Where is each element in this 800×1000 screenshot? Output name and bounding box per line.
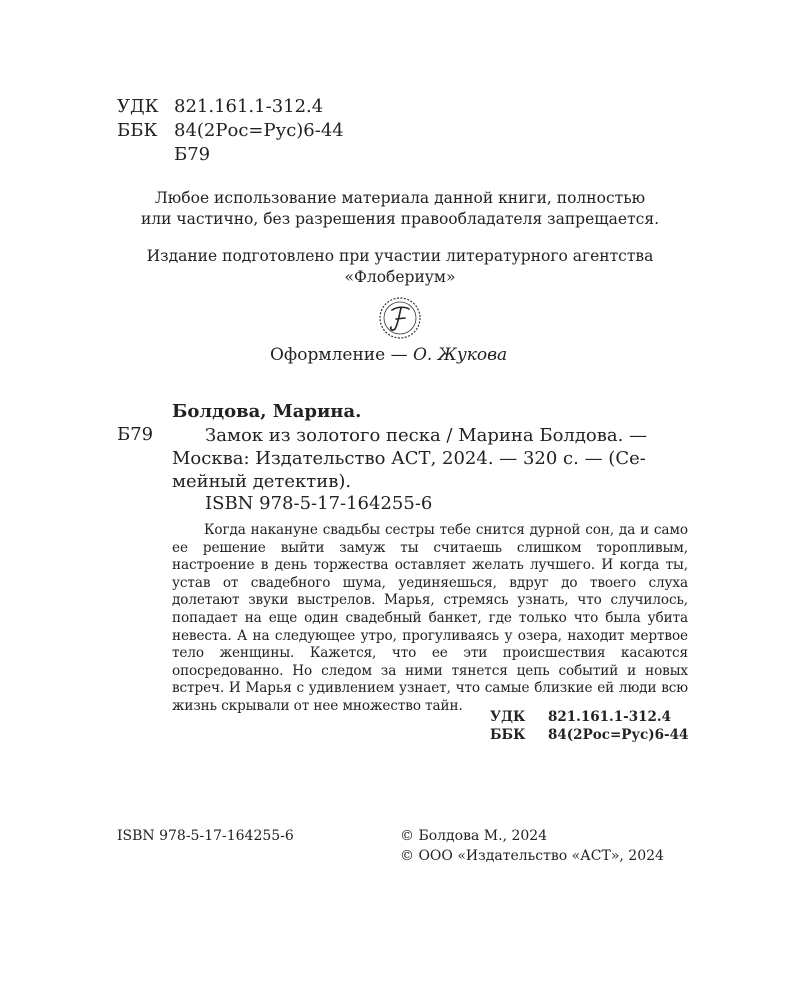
header-bbk	[117, 120, 344, 142]
bibliography-line1: Замок из золотого песка / Марина Болдова. —	[205, 425, 648, 446]
header-cipher: Б79	[174, 144, 211, 165]
agency-line1: Издание подготовлено при участии литературного агентства	[146, 247, 654, 265]
copyright-notice-line2: или частично, без разрешения правообладателя запрещается.	[140, 210, 660, 228]
classification-udk-value: 821.161.1-312.4	[548, 709, 672, 725]
footer-isbn: ISBN 978-5-17-164255-6	[117, 828, 294, 844]
copyright-notice-line1: Любое использование материала данной книги, полностью	[154, 189, 646, 207]
floberium-logo-icon	[378, 296, 422, 340]
classification-bbk	[490, 726, 688, 745]
design-credit	[270, 345, 507, 365]
author-heading: Болдова, Марина.	[172, 401, 362, 422]
bibliography-line3: мейный детектив).	[172, 471, 352, 492]
header-udk	[117, 96, 323, 118]
footer-copyright-publisher: © ООО «Издательство «АСТ», 2024	[400, 848, 664, 864]
classification-bbk-value: 84(2Рос=Рус)6-44	[548, 727, 689, 743]
classification-udk	[490, 708, 671, 727]
classification-udk-label: УДК	[490, 709, 526, 725]
bbk-value: 84(2Рос=Рус)6-44	[174, 120, 344, 141]
footer-copyright-author: © Болдова М., 2024	[400, 828, 548, 844]
bibliography-line2: Москва: Издательство АСТ, 2024. — 320 с. — (Се-	[172, 448, 646, 469]
designer-name: О. Жукова	[412, 345, 508, 365]
udk-value: 821.161.1-312.4	[174, 96, 324, 117]
bibliography-cipher: Б79	[117, 424, 154, 445]
annotation-text: Когда накануне свадьбы сестры тебе снится дурной сон, да и само ее решение выйти замуж ты считаешь слишком торопливым, настроение в день торжества оставляет желать лучшего. И когда ты, устав от свадебного шума, уединяешься, вдруг до твоего слуха долетают звуки выстрелов. Марья, стремясь узнать, что случилось, попадает на еще один свадебный банкет, где только что была убита невеста. А на следующее утро, прогуливаясь у озера, находит мертвое тело женщины. Кажется, что ее эти происшествия касаются опосредованно. Но следом за ними тянется цепь событий и новых встреч. И Марья с удивлением узнает, что самые близкие ей люди всю жизнь скрывали от нее множество тайн.	[172, 522, 688, 714]
classification-bbk-label: ББК	[490, 727, 526, 743]
bibliography-isbn: ISBN 978-5-17-164255-6	[205, 493, 433, 514]
design-label: Оформление —	[270, 345, 408, 365]
bbk-label: ББК	[117, 120, 158, 141]
agency-name: «Флобериум»	[344, 268, 456, 286]
udk-label: УДК	[117, 96, 159, 117]
